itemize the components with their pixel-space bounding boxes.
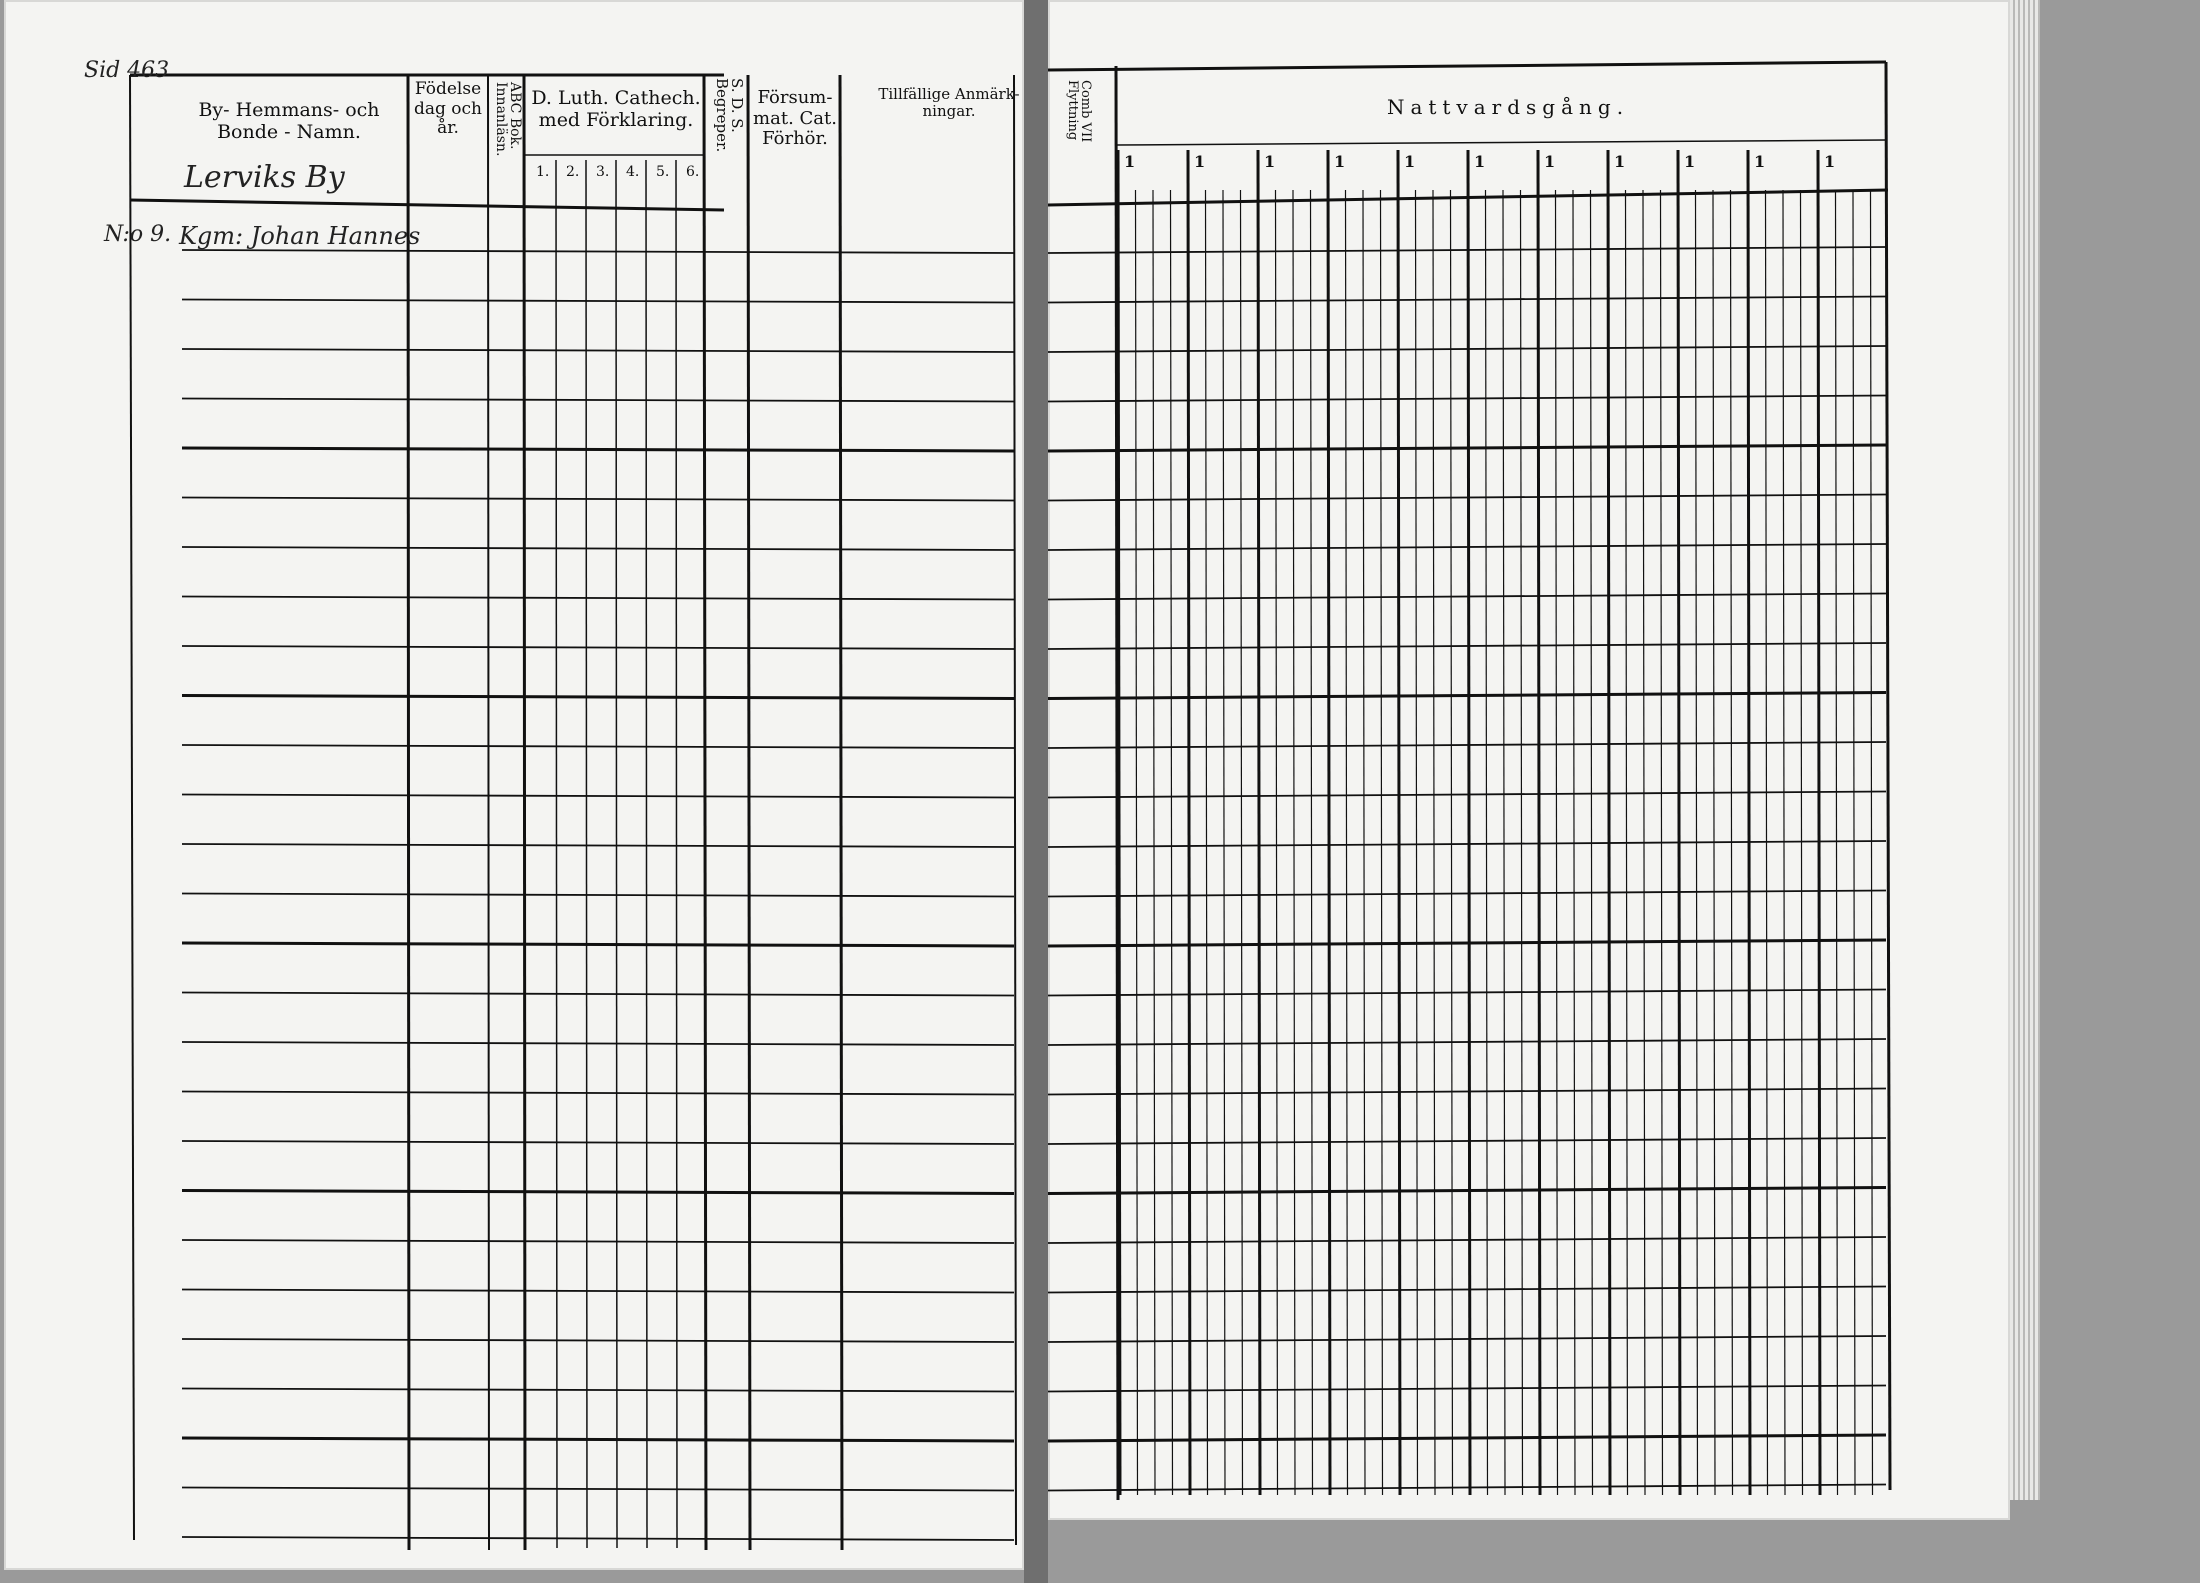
communion-subcolumn xyxy=(1311,190,1313,1495)
right-ruled-row xyxy=(1048,1435,1886,1441)
left-ruled-row xyxy=(182,943,1014,946)
right-ruled-row xyxy=(1048,990,1886,996)
communion-subcolumn xyxy=(1153,190,1155,1495)
left-ruled-row xyxy=(182,1191,1014,1194)
communion-subcolumn xyxy=(1503,190,1505,1495)
left-ruled-row xyxy=(182,349,1014,352)
right-ruled-row xyxy=(1048,792,1886,798)
right-ruled-row xyxy=(1048,495,1886,501)
communion-column-number: 1 xyxy=(1404,152,1416,171)
right-ruled-row xyxy=(1048,891,1886,897)
right-ruled-row xyxy=(1048,841,1886,847)
communion-subcolumn xyxy=(1486,190,1488,1495)
communion-subcolumn xyxy=(1416,190,1418,1495)
communion-group-divider xyxy=(1748,150,1750,1495)
page-edges xyxy=(2010,0,2040,1500)
header-move-column: Comb VII Flyttning xyxy=(1065,80,1093,143)
communion-group-divider xyxy=(1678,150,1680,1495)
communion-group-divider xyxy=(1468,150,1470,1495)
right-ruled-row xyxy=(1048,1089,1886,1095)
communion-subcolumn xyxy=(1521,190,1523,1495)
right-ruled-row xyxy=(1048,1237,1886,1243)
entry-number: N:o 9. xyxy=(104,222,172,247)
left-ruled-row xyxy=(182,844,1014,847)
right-ruled-row xyxy=(1048,1336,1886,1342)
book-gutter xyxy=(1024,0,1048,1583)
entry-village-name: Lerviks By xyxy=(184,160,345,195)
left-ruled-row xyxy=(182,498,1014,501)
communion-group-divider xyxy=(1258,150,1260,1495)
communion-group-divider xyxy=(1398,150,1400,1495)
communion-subcolumn xyxy=(1451,190,1453,1495)
left-ruled-row xyxy=(182,894,1014,897)
right-ruled-row xyxy=(1048,594,1886,600)
communion-group-divider xyxy=(1608,150,1610,1495)
communion-column-number: 1 xyxy=(1264,152,1276,171)
left-ruled-row xyxy=(182,448,1014,451)
communion-subcolumn xyxy=(1136,190,1138,1495)
right-ruled-row xyxy=(1048,940,1886,946)
left-ruled-row xyxy=(182,547,1014,550)
right-ruled-row xyxy=(1048,693,1886,699)
header-remarks: Tillfällige Anmärk- ningar. xyxy=(878,85,1020,121)
right-ruled-row xyxy=(1048,544,1886,550)
left-ruled-row xyxy=(182,1389,1014,1392)
left-ruled-row xyxy=(182,696,1014,699)
communion-subcolumn xyxy=(1171,190,1173,1495)
communion-group-divider xyxy=(1818,150,1820,1495)
left-ruled-row xyxy=(182,1290,1014,1293)
left-ruled-row xyxy=(182,646,1014,649)
header-catechism: D. Luth. Cathech. med Förklaring. xyxy=(531,87,701,131)
left-ruled-row xyxy=(182,993,1014,996)
left-ruled-row xyxy=(182,1537,1014,1540)
communion-column-number: 1 xyxy=(1474,152,1486,171)
communion-subcolumn xyxy=(1853,190,1855,1495)
communion-column-number: 1 xyxy=(1684,152,1696,171)
communion-group-divider xyxy=(1538,150,1540,1495)
communion-subcolumn xyxy=(1836,190,1838,1495)
header-neglected-catechism: Försum- mat. Cat. Förhör. xyxy=(753,87,837,150)
communion-subcolumn xyxy=(1206,190,1208,1495)
communion-subcolumn xyxy=(1871,190,1873,1495)
right-ledger-grid xyxy=(1048,0,2010,1520)
communion-subcolumn xyxy=(1363,190,1365,1495)
catechism-col-1: 1. xyxy=(536,164,550,180)
communion-group-divider xyxy=(1328,150,1330,1495)
right-ruled-row xyxy=(1048,1287,1886,1293)
communion-column-number: 1 xyxy=(1614,152,1626,171)
catechism-col-2: 2. xyxy=(566,164,580,180)
catechism-col-6: 6. xyxy=(686,164,700,180)
left-ruled-row xyxy=(182,1141,1014,1144)
communion-column-number: 1 xyxy=(1544,152,1556,171)
left-ruled-row xyxy=(182,597,1014,600)
header-farm-name: By- Hemmans- och Bonde - Namn. xyxy=(198,99,380,143)
right-ruled-row xyxy=(1048,1138,1886,1144)
right-ruled-row xyxy=(1048,1485,1886,1491)
left-page xyxy=(4,0,1024,1570)
communion-column-number: 1 xyxy=(1334,152,1346,171)
left-ruled-row xyxy=(182,1240,1014,1243)
left-ruled-row xyxy=(182,745,1014,748)
communion-subcolumn xyxy=(1381,190,1383,1495)
left-ruled-row xyxy=(182,1438,1014,1441)
left-ruled-row xyxy=(182,1042,1014,1045)
communion-subcolumn xyxy=(1276,190,1278,1495)
communion-column-number: 1 xyxy=(1194,152,1206,171)
header-birth-date: Födelse dag och år. xyxy=(413,79,482,139)
communion-subcolumn xyxy=(1241,190,1243,1495)
left-ruled-row xyxy=(182,1339,1014,1342)
margin-note: Sid 463 xyxy=(84,58,170,83)
left-ruled-row xyxy=(182,1092,1014,1095)
left-ruled-row xyxy=(182,399,1014,402)
right-ruled-row xyxy=(1048,643,1886,649)
right-ruled-row xyxy=(1048,742,1886,748)
header-sds-concepts: S. D. S. Begreper. xyxy=(713,78,746,153)
right-page xyxy=(1048,0,2010,1520)
communion-subcolumn xyxy=(1346,190,1348,1495)
right-ruled-row xyxy=(1048,1039,1886,1045)
communion-column-number: 1 xyxy=(1754,152,1766,171)
catechism-col-3: 3. xyxy=(596,164,610,180)
communion-column-number: 1 xyxy=(1824,152,1836,171)
left-ruled-row xyxy=(182,250,1014,253)
right-ruled-row xyxy=(1048,1188,1886,1194)
communion-subcolumn xyxy=(1223,190,1225,1495)
catechism-col-4: 4. xyxy=(626,164,640,180)
left-ruled-row xyxy=(182,300,1014,303)
communion-subcolumn xyxy=(1433,190,1435,1495)
right-ruled-row xyxy=(1048,1386,1886,1392)
communion-column-number: 1 xyxy=(1124,152,1136,171)
header-communion: Nattvardsgång. xyxy=(1386,95,1630,119)
left-ruled-row xyxy=(182,795,1014,798)
left-ruled-row xyxy=(182,1488,1014,1491)
header-abc-reading: ABC Bok. Innanläsn. xyxy=(493,82,523,157)
entry-farm-name: Kgm: Johan Hannes xyxy=(179,222,421,250)
catechism-col-5: 5. xyxy=(656,164,670,180)
communion-subcolumn xyxy=(1293,190,1295,1495)
